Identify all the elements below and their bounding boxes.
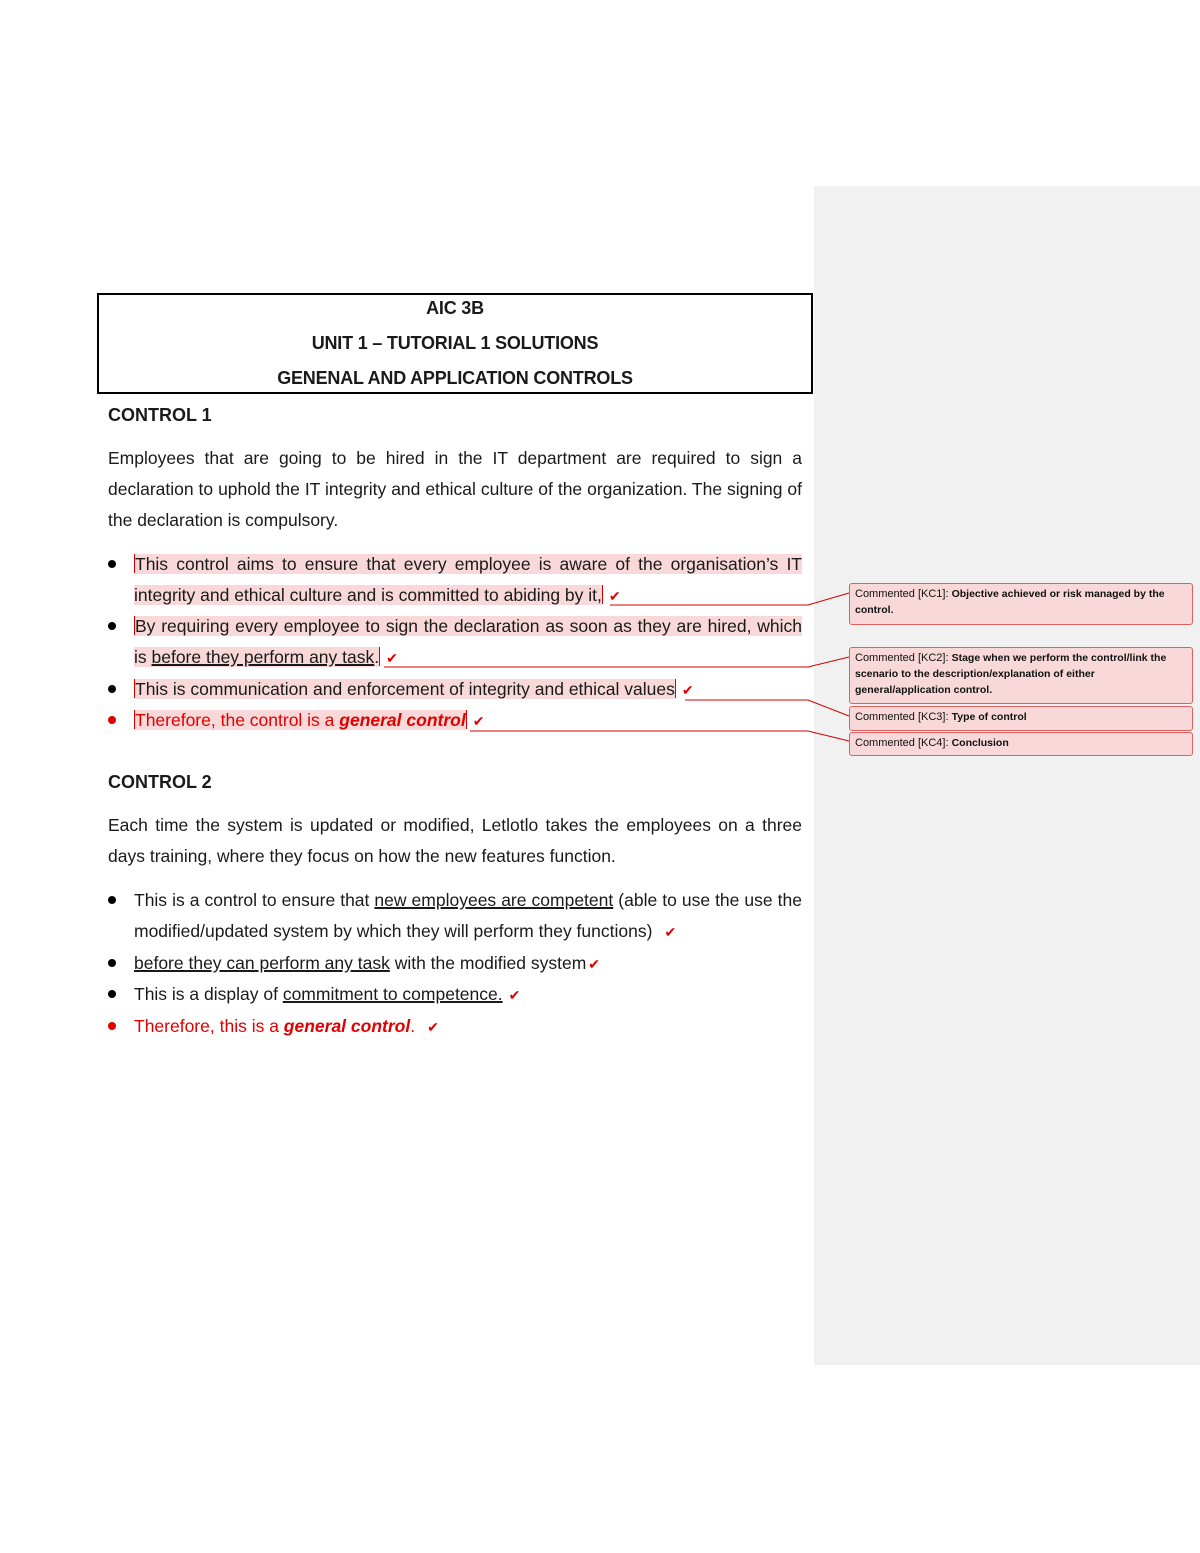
tutorial-title: UNIT 1 – TUTORIAL 1 SOLUTIONS: [311, 333, 599, 353]
comment-kc4[interactable]: [849, 732, 1193, 756]
control1-bullet-2-text: [134, 611, 802, 674]
text-segment: This is a control to ensure that: [134, 890, 375, 910]
bullet-dot: [108, 622, 116, 630]
topic-title: GENENAL AND APPLICATION CONTROLS: [277, 368, 633, 388]
bullet-dot: [108, 685, 116, 693]
text-segment: Therefore, this is a: [134, 1016, 284, 1036]
comment-text: Conclusion: [951, 737, 1009, 749]
bullet-dot: [108, 1022, 116, 1030]
text-segment: with the modified system: [389, 953, 587, 973]
highlighted-text: This is communication and enforcement of integrity and ethical values: [135, 679, 675, 699]
comment-text: Objective achieved or risk managed by the control.: [855, 588, 1165, 616]
control1-bullet-4-text: [134, 705, 802, 737]
tick-icon: ✔: [608, 588, 621, 604]
tick-icon: ✔: [386, 650, 398, 666]
underlined-text: before they can perform any task: [134, 953, 390, 973]
comment-author: Commented [KC1]:: [855, 588, 952, 600]
comment-kc2[interactable]: [849, 647, 1193, 704]
bullet-dot: [108, 896, 116, 904]
emphasis-text: general control: [339, 710, 466, 730]
control1-bullet-4: [108, 705, 802, 736]
underlined-text: before they perform any task: [151, 647, 375, 667]
text-segment: .: [410, 1016, 416, 1036]
text-segment: (able to use the use the modified/updated system by which they will perform they functions): [134, 890, 802, 941]
control2-bullet-2-text: [134, 948, 802, 980]
underlined-text: commitment to competence.: [282, 984, 503, 1004]
highlighted-text: This control aims to ensure that every employee is aware of the organisation’s IT integrity and ethical culture and is committed to abiding by it,: [134, 554, 802, 605]
bullet-dot: [108, 560, 116, 568]
comment-author: Commented [KC2]:: [855, 652, 952, 664]
control1-bullet-1: [108, 549, 802, 611]
text-segment: Therefore, the control is a: [135, 710, 340, 730]
control2-bullet-2: [108, 948, 802, 979]
comment-kc3[interactable]: [849, 706, 1193, 731]
tick-icon: ✔: [508, 987, 521, 1003]
control1-bullet-2: [108, 611, 802, 673]
comment-text: Stage when we perform the control/link the scenario to the description/explanation of either general/application control.: [855, 652, 1167, 696]
comment-text: Type of control: [951, 711, 1027, 723]
course-code: AIC 3B: [426, 298, 484, 318]
control1-bullet-1-text: [134, 549, 802, 612]
control1-heading: CONTROL 1: [108, 405, 212, 425]
control2-bullet-3-text: [134, 979, 802, 1011]
bullet-dot: [108, 716, 116, 724]
underlined-text: new employees are competent: [374, 890, 614, 910]
tick-icon: ✔: [681, 682, 694, 698]
comment-author: Commented [KC4]:: [855, 737, 952, 749]
comment-author: Commented [KC3]:: [855, 711, 952, 723]
control2-bullet-1: [108, 885, 802, 947]
control1-bullet-3-text: [134, 674, 802, 706]
text-segment: This is a display of: [134, 984, 283, 1004]
tick-icon: ✔: [472, 713, 485, 729]
tick-icon: ✔: [664, 924, 677, 940]
tick-icon: ✔: [427, 1019, 439, 1035]
control1-bullet-3: [108, 674, 802, 705]
control2-bullet-4-text: [134, 1011, 802, 1043]
control2-heading: CONTROL 2: [108, 772, 212, 792]
control1-paragraph: Employees that are going to be hired in the IT department are required to sign a declaration to uphold the IT integrity and ethical culture of the organization. The signing of the declaration is compulsory.: [108, 448, 802, 530]
comment-kc1[interactable]: [849, 583, 1193, 625]
bullet-dot: [108, 990, 116, 998]
control2-bullet-1-text: [134, 885, 802, 948]
tick-icon: ✔: [588, 956, 601, 972]
control2-bullet-3: [108, 979, 802, 1010]
title-box: [97, 293, 813, 394]
control2-paragraph: Each time the system is updated or modified, Letlotlo takes the employees on a three days training, where they focus on how the new features function.: [108, 815, 802, 866]
text-segment: .: [374, 647, 380, 667]
bullet-dot: [108, 959, 116, 967]
emphasis-text: general control: [283, 1016, 411, 1036]
control2-bullet-4: [108, 1011, 802, 1042]
text-segment: By requiring every employee to sign the declaration as soon as they are hired, which is: [134, 616, 802, 667]
